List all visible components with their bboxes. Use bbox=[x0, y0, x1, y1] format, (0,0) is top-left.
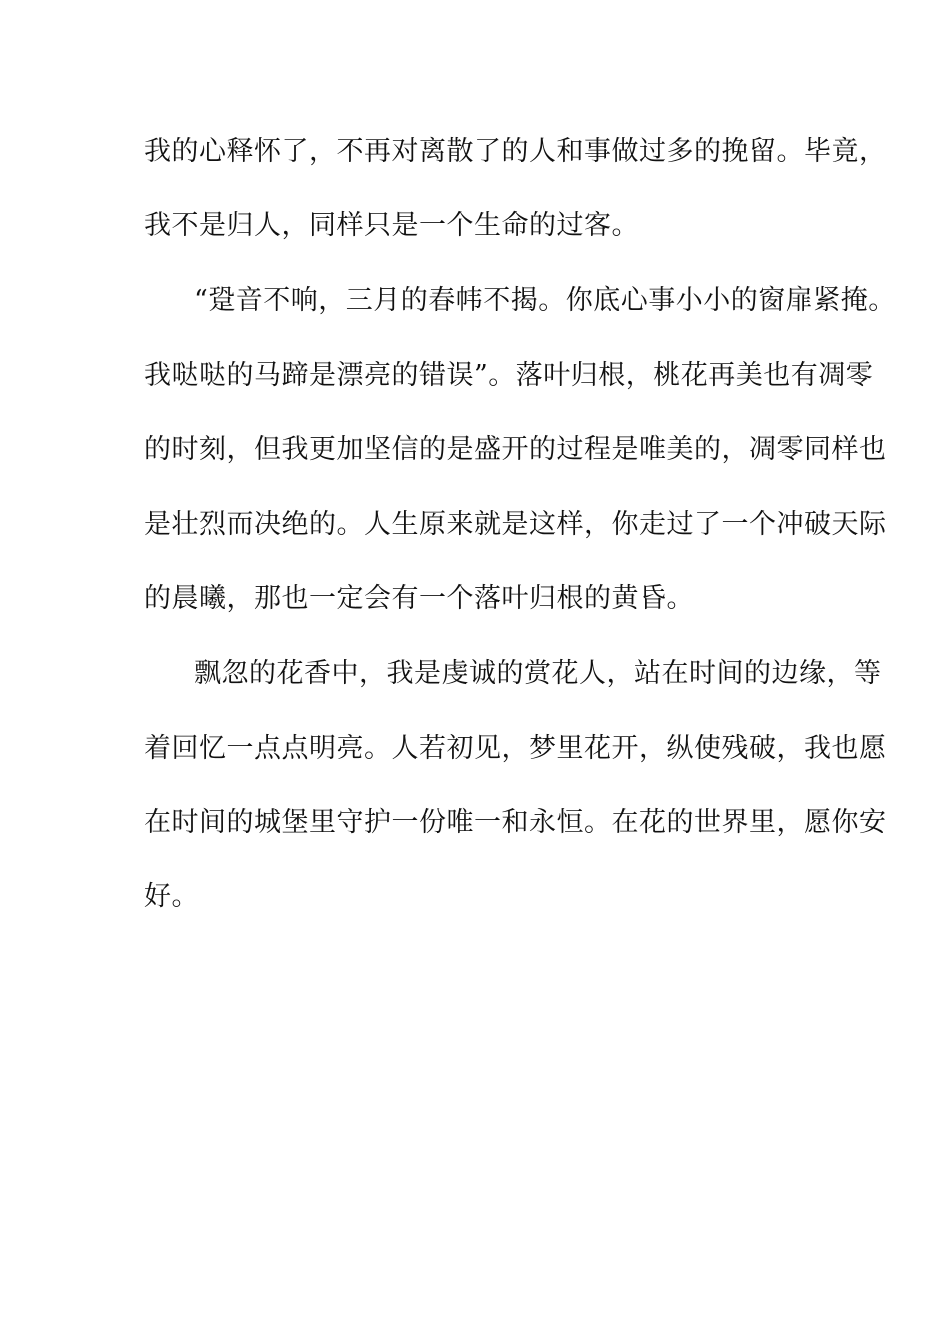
text-line: 是壮烈而决绝的。人生原来就是这样，你走过了一个冲破天际 bbox=[144, 509, 887, 540]
text-line: 在时间的城堡里守护一份唯一和永恒。在花的世界里，愿你安 bbox=[144, 807, 887, 838]
text-line: 我不是归人，同样只是一个生命的过客。 bbox=[144, 210, 639, 241]
text-line: 的时刻，但我更加坚信的是盛开的过程是唯美的，凋零同样也 bbox=[144, 434, 887, 465]
text-line: 我哒哒的马蹄是漂亮的错误”。落叶归根，桃花再美也有凋零 bbox=[144, 360, 874, 391]
text-line: 飘忽的花香中，我是虔诚的赏花人，站在时间的边缘，等 bbox=[194, 658, 882, 689]
text-line: 我的心释怀了，不再对离散了的人和事做过多的挽留。毕竟， bbox=[144, 136, 887, 167]
text-line: 着回忆一点点明亮。人若初见，梦里花开，纵使残破，我也愿 bbox=[144, 733, 887, 764]
text-line: “跫音不响，三月的春帏不揭。你底心事小小的窗扉紧掩。 bbox=[194, 285, 896, 316]
text-line: 好。 bbox=[144, 881, 199, 912]
text-line: 的晨曦，那也一定会有一个落叶归根的黄昏。 bbox=[144, 583, 694, 614]
